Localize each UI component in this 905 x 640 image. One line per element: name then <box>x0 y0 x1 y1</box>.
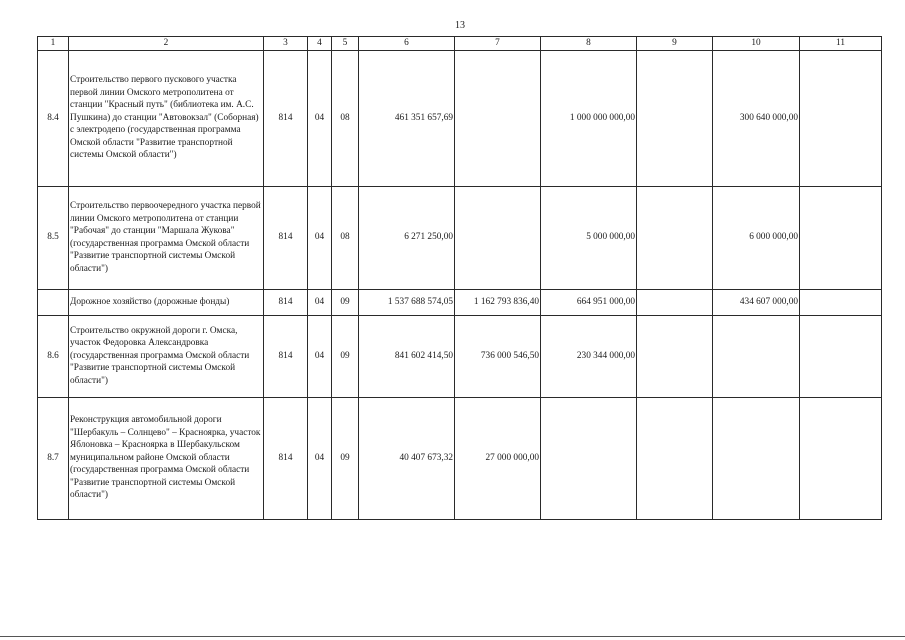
table-row <box>38 289 882 315</box>
amount-cell: 5 000 000,00 <box>541 186 637 289</box>
amount-cell <box>455 50 541 186</box>
header-row <box>38 37 882 51</box>
budget-table <box>37 36 882 520</box>
amount-cell: 300 640 000,00 <box>713 50 800 186</box>
table-row <box>38 186 882 289</box>
code-cell: 04 <box>308 50 332 186</box>
row-number: 8.4 <box>38 50 69 186</box>
amount-cell <box>637 289 713 315</box>
code-cell: 08 <box>332 186 359 289</box>
code-cell: 814 <box>264 50 308 186</box>
code-cell: 04 <box>308 289 332 315</box>
row-number <box>38 289 69 315</box>
code-cell: 814 <box>264 315 308 397</box>
header-cell: 9 <box>637 37 713 51</box>
row-name: Строительство первого пускового участка первой линии Омского метрополитена от станции "Красный путь" (библиотека им. А.С. Пушкина) до станции "Автовокзал" (Соборная) с электродепо (государственная программа Омской области "Развитие транспортной системы Омской области") <box>69 50 264 186</box>
amount-cell <box>800 186 882 289</box>
amount-cell <box>800 289 882 315</box>
header-cell: 5 <box>332 37 359 51</box>
header-cell: 4 <box>308 37 332 51</box>
row-name: Реконструкция автомобильной дороги "Шербакуль – Солнцево" – Красноярка, участок Яблоновка – Красноярка в Шербакульском муниципальном районе Омской области (государственная программа Омской области "Развитие транспортной системы Омской области") <box>69 397 264 519</box>
code-cell: 04 <box>308 397 332 519</box>
code-cell: 09 <box>332 397 359 519</box>
header-cell: 7 <box>455 37 541 51</box>
amount-cell <box>637 397 713 519</box>
amount-cell <box>455 186 541 289</box>
code-cell: 814 <box>264 397 308 519</box>
code-cell: 09 <box>332 315 359 397</box>
row-name: Строительство окружной дороги г. Омска, участок Федоровка Александровка (государственная программа Омской области "Развитие транспортной системы Омской области") <box>69 315 264 397</box>
amount-cell: 27 000 000,00 <box>455 397 541 519</box>
header-cell: 8 <box>541 37 637 51</box>
amount-cell: 461 351 657,69 <box>359 50 455 186</box>
table-row <box>38 315 882 397</box>
amount-cell: 6 271 250,00 <box>359 186 455 289</box>
table-row <box>38 50 882 186</box>
row-number: 8.6 <box>38 315 69 397</box>
amount-cell <box>541 397 637 519</box>
amount-cell: 841 602 414,50 <box>359 315 455 397</box>
code-cell: 08 <box>332 50 359 186</box>
amount-cell <box>800 315 882 397</box>
header-cell: 10 <box>713 37 800 51</box>
amount-cell: 40 407 673,32 <box>359 397 455 519</box>
amount-cell: 1 000 000 000,00 <box>541 50 637 186</box>
amount-cell: 1 537 688 574,05 <box>359 289 455 315</box>
amount-cell: 664 951 000,00 <box>541 289 637 315</box>
amount-cell <box>637 186 713 289</box>
row-name: Строительство первоочередного участка первой линии Омского метрополитена от станции "Рабочая" до станции "Маршала Жукова" (государственная программа Омской области "Развитие транспортной системы Омской области") <box>69 186 264 289</box>
header-cell: 11 <box>800 37 882 51</box>
amount-cell <box>637 315 713 397</box>
amount-cell <box>713 315 800 397</box>
amount-cell: 736 000 546,50 <box>455 315 541 397</box>
amount-cell <box>713 397 800 519</box>
code-cell: 04 <box>308 315 332 397</box>
code-cell: 814 <box>264 289 308 315</box>
row-number: 8.5 <box>38 186 69 289</box>
header-cell: 1 <box>38 37 69 51</box>
table-row <box>38 397 882 519</box>
amount-cell: 434 607 000,00 <box>713 289 800 315</box>
header-cell: 2 <box>69 37 264 51</box>
amount-cell: 230 344 000,00 <box>541 315 637 397</box>
code-cell: 814 <box>264 186 308 289</box>
row-name: Дорожное хозяйство (дорожные фонды) <box>69 289 264 315</box>
header-cell: 6 <box>359 37 455 51</box>
page-number: 13 <box>455 20 465 31</box>
amount-cell: 6 000 000,00 <box>713 186 800 289</box>
amount-cell: 1 162 793 836,40 <box>455 289 541 315</box>
row-number: 8.7 <box>38 397 69 519</box>
code-cell: 09 <box>332 289 359 315</box>
amount-cell <box>637 50 713 186</box>
amount-cell <box>800 50 882 186</box>
page-edge-line <box>0 636 905 637</box>
header-cell: 3 <box>264 37 308 51</box>
code-cell: 04 <box>308 186 332 289</box>
amount-cell <box>800 397 882 519</box>
